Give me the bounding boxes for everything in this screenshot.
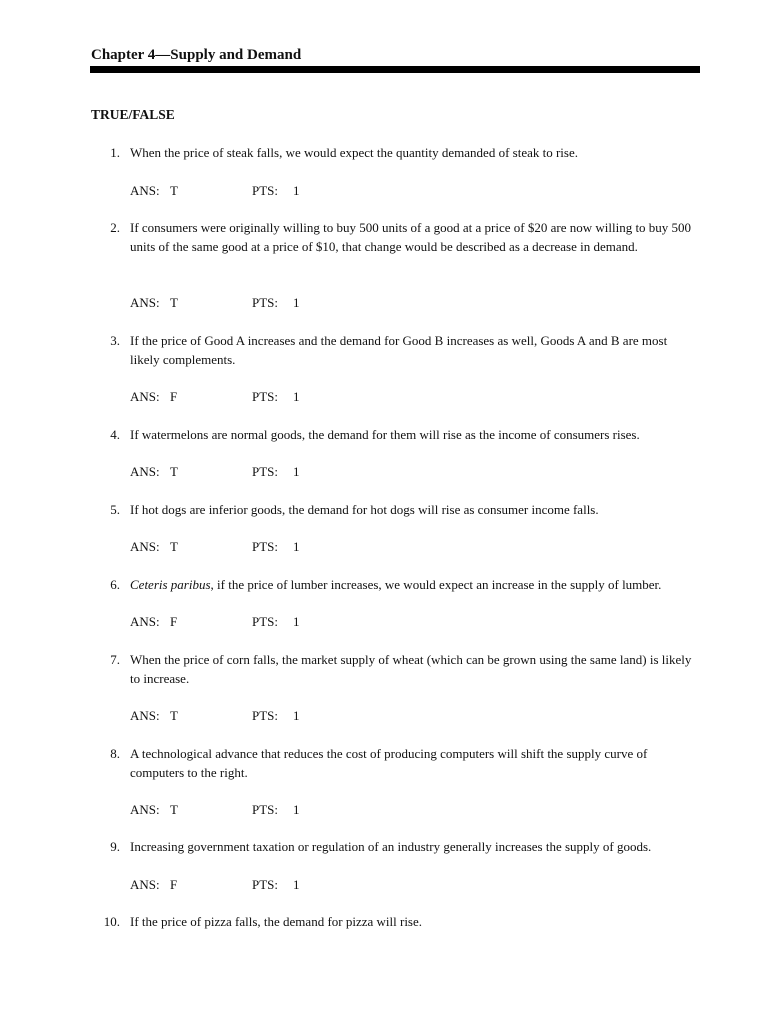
ans-value: T [170, 802, 178, 817]
question-text: If watermelons are normal goods, the demand for them will rise as the income of consumers rises. [130, 427, 640, 442]
pts-value: 1 [293, 708, 300, 723]
ans-label: ANS: [130, 802, 160, 817]
pts-label: PTS: [252, 708, 279, 723]
pts-value: 1 [293, 877, 300, 892]
ans-label: ANS: [130, 708, 160, 723]
pts-value: 1 [293, 539, 300, 554]
question-number: 3. [110, 333, 120, 348]
pts-value: 1 [293, 295, 300, 310]
question-text: If consumers were originally willing to buy 500 units of a good at a price of $20 are now willing to buy 500 units of the same good at a price of $10, that change would be described as a decrease in demand. [130, 220, 692, 254]
question-text-rest: , if the price of lumber increases, we would expect an increase in the supply of lumber. [210, 577, 662, 592]
ans-label: ANS: [130, 877, 160, 892]
ans-value: T [170, 539, 178, 554]
ans-value: F [170, 877, 178, 892]
question-text: When the price of steak falls, we would expect the quantity demanded of steak to rise. [130, 145, 578, 160]
question-number: 5. [110, 502, 120, 517]
question-number: 2. [110, 220, 120, 235]
ans-value: F [170, 389, 178, 404]
ans-label: ANS: [130, 295, 160, 310]
question-text: If the price of Good A increases and the demand for Good B increases as well, Goods A and B are most likely complements. [130, 333, 668, 367]
pts-label: PTS: [252, 295, 279, 310]
ans-label: ANS: [130, 614, 160, 629]
pts-value: 1 [293, 389, 300, 404]
question-number: 6. [110, 577, 120, 592]
pts-value: 1 [293, 183, 300, 198]
section-heading: TRUE/FALSE [91, 107, 175, 122]
question-number: 10. [103, 914, 120, 929]
question-text: A technological advance that reduces the cost of producing computers will shift the supply curve of computers to the right. [130, 746, 648, 780]
question-text: If the price of pizza falls, the demand for pizza will rise. [130, 914, 423, 929]
pts-value: 1 [293, 614, 300, 629]
question-number: 9. [110, 839, 120, 854]
pts-label: PTS: [252, 464, 279, 479]
question-text: When the price of corn falls, the market supply of wheat (which can be grown using the same land) is likely to increase. [130, 652, 692, 686]
pts-label: PTS: [252, 389, 279, 404]
question-number: 1. [110, 145, 120, 160]
ans-label: ANS: [130, 464, 160, 479]
question-text-italic: Ceteris paribus [130, 577, 211, 592]
question-text: Increasing government taxation or regulation of an industry generally increases the supply of goods. [130, 839, 652, 854]
pts-value: 1 [293, 464, 300, 479]
ans-label: ANS: [130, 539, 160, 554]
question-number: 4. [110, 427, 120, 442]
chapter-title: Chapter 4—Supply and Demand [91, 47, 302, 63]
ans-value: F [170, 614, 178, 629]
ans-value: T [170, 295, 178, 310]
ans-label: ANS: [130, 183, 160, 198]
question-number: 7. [110, 652, 120, 667]
pts-label: PTS: [252, 183, 279, 198]
question-text: If hot dogs are inferior goods, the demand for hot dogs will rise as consumer income falls. [130, 502, 599, 517]
ans-label: ANS: [130, 389, 160, 404]
ans-value: T [170, 183, 178, 198]
pts-value: 1 [293, 802, 300, 817]
title-rule [90, 66, 700, 73]
pts-label: PTS: [252, 539, 279, 554]
pts-label: PTS: [252, 877, 279, 892]
question-text [130, 575, 695, 594]
ans-value: T [170, 708, 178, 723]
question-number: 8. [110, 746, 120, 761]
pts-label: PTS: [252, 802, 279, 817]
ans-value: T [170, 464, 178, 479]
pts-label: PTS: [252, 614, 279, 629]
